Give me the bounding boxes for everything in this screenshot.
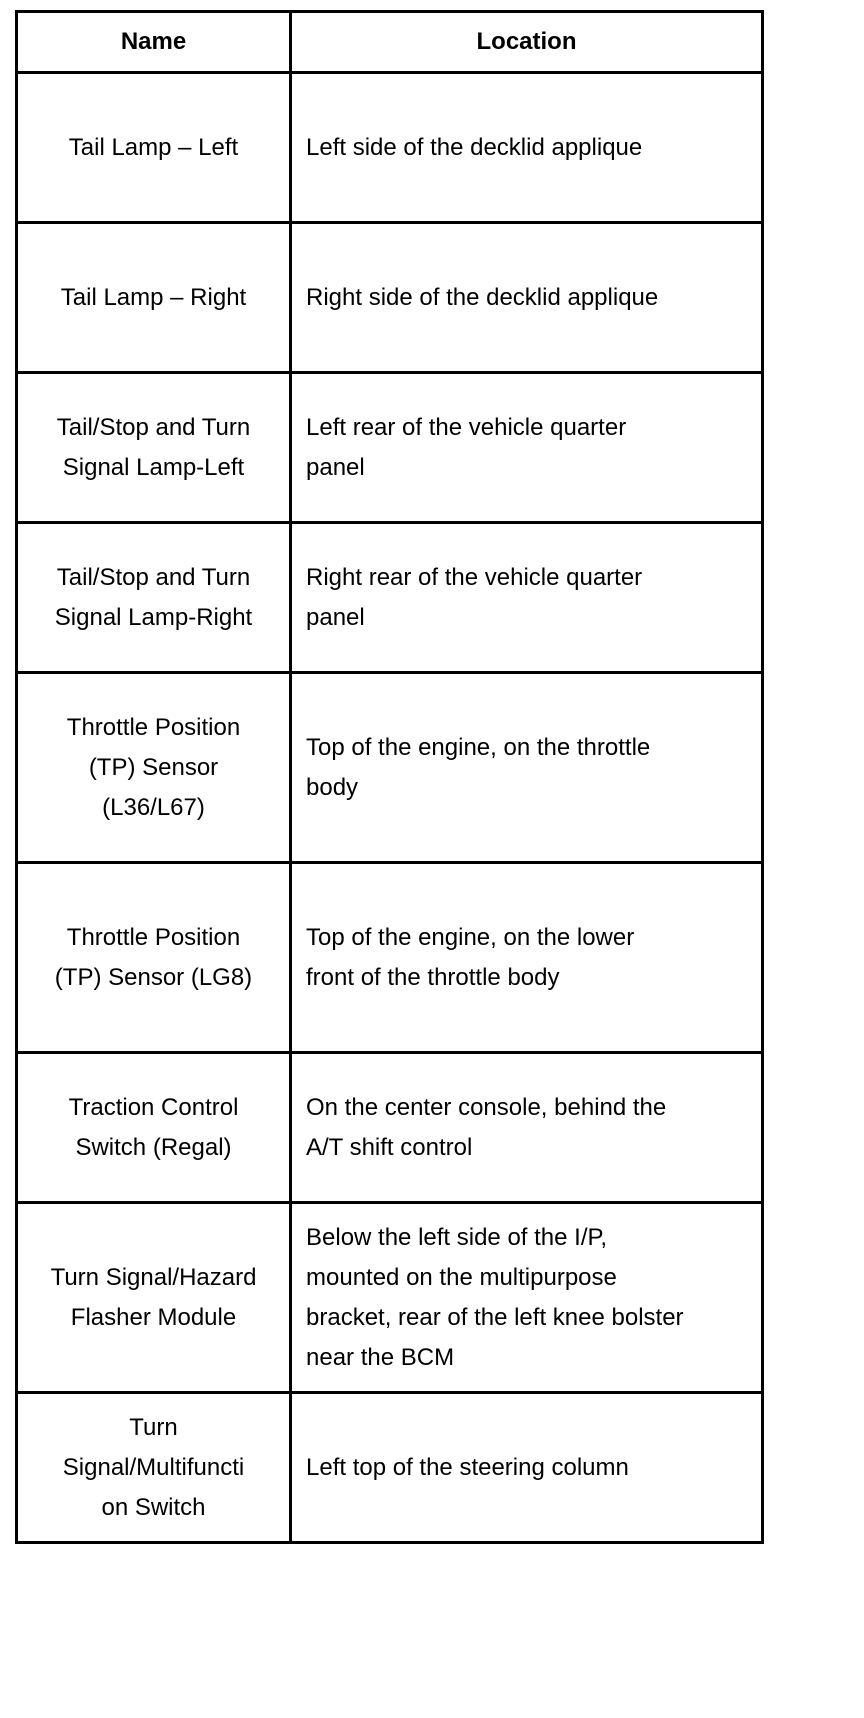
location-cell: Left rear of the vehicle quarter panel xyxy=(291,373,763,523)
table-row xyxy=(17,673,763,863)
name-column-header: Name xyxy=(17,12,291,73)
name-cell: Traction Control Switch (Regal) xyxy=(17,1053,291,1203)
location-column-header: Location xyxy=(291,12,763,73)
name-cell: Tail/Stop and Turn Signal Lamp-Left xyxy=(17,373,291,523)
location-cell: Left top of the steering column xyxy=(291,1393,763,1543)
table-body xyxy=(17,73,763,1543)
name-cell: Tail/Stop and Turn Signal Lamp-Right xyxy=(17,523,291,673)
table-row xyxy=(17,373,763,523)
location-cell: Top of the engine, on the throttle body xyxy=(291,673,763,863)
table-row xyxy=(17,73,763,223)
name-cell: Tail Lamp – Left xyxy=(17,73,291,223)
location-cell: On the center console, behind the A/T shift control xyxy=(291,1053,763,1203)
table-header xyxy=(17,12,763,73)
table-row xyxy=(17,1203,763,1393)
location-cell: Right side of the decklid applique xyxy=(291,223,763,373)
name-cell: Throttle Position (TP) Sensor (LG8) xyxy=(17,863,291,1053)
table-row xyxy=(17,223,763,373)
name-cell: Turn Signal/Hazard Flasher Module xyxy=(17,1203,291,1393)
name-cell: Throttle Position (TP) Sensor (L36/L67) xyxy=(17,673,291,863)
location-cell: Right rear of the vehicle quarter panel xyxy=(291,523,763,673)
table-row xyxy=(17,1053,763,1203)
location-cell: Below the left side of the I/P, mounted on the multipurpose bracket, rear of the left knee bolster near the BCM xyxy=(291,1203,763,1393)
location-cell: Left side of the decklid applique xyxy=(291,73,763,223)
name-cell: Turn Signal/Multifuncti on Switch xyxy=(17,1393,291,1543)
location-cell: Top of the engine, on the lower front of the throttle body xyxy=(291,863,763,1053)
table-row xyxy=(17,863,763,1053)
table-row xyxy=(17,523,763,673)
name-cell: Tail Lamp – Right xyxy=(17,223,291,373)
component-location-table xyxy=(15,10,764,1544)
header-row xyxy=(17,12,763,73)
table-row xyxy=(17,1393,763,1543)
